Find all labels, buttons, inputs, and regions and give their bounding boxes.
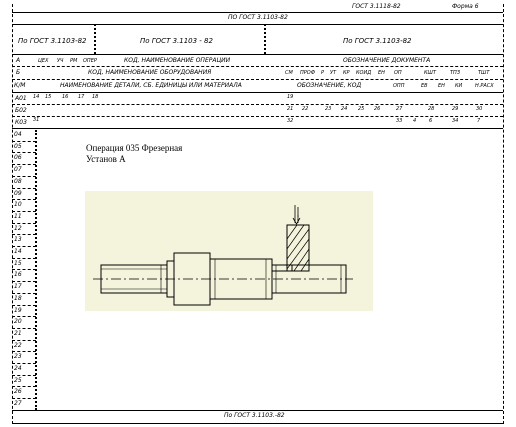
row-divider [12, 188, 36, 189]
row-divider [12, 375, 36, 376]
row-number: 09 [14, 189, 22, 197]
row-number: 16 [14, 271, 22, 279]
b02-num-27: 27 [396, 106, 403, 112]
row-number: 14 [14, 248, 22, 255]
row-divider [12, 211, 36, 212]
row-b-col-prof: ПРОФ [300, 70, 316, 76]
row-b-col-op: ОП [394, 70, 402, 76]
a01-num-18: 18 [92, 94, 99, 100]
row-divider [12, 363, 36, 364]
row-divider [12, 293, 36, 294]
row-number: 25 [14, 376, 22, 384]
row-divider [12, 258, 36, 259]
row-b-line [12, 79, 503, 80]
row-number: 27 [14, 400, 22, 408]
row-divider [12, 164, 36, 165]
k03-line [12, 128, 503, 129]
k03-num-6: 6 [429, 118, 433, 124]
setup-label: Установ А [86, 154, 126, 164]
row-number: 12 [14, 224, 22, 232]
footer-line [12, 410, 503, 411]
row-number: 20 [14, 318, 22, 326]
row-divider [12, 223, 36, 224]
row-a-line [12, 66, 503, 67]
row-number: 22 [14, 341, 22, 349]
row-b-col-ksht: КШТ [424, 70, 436, 76]
header-line-1 [12, 12, 503, 13]
b02-num-23: 23 [325, 106, 332, 112]
row-divider [12, 176, 36, 177]
left-frame-line [12, 4, 13, 424]
row-k-col-ki: КИ [455, 83, 463, 89]
row-k-part: НАИМЕНОВАНИЕ ДЕТАЛИ, СБ. ЕДИНИЦЫ ИЛИ МАТЕРИАЛА [60, 82, 242, 89]
row-divider [12, 386, 36, 387]
row-b-marker: Б [16, 69, 21, 76]
a01-label: А01 [15, 95, 27, 102]
row-divider [12, 281, 36, 282]
row-divider [12, 328, 36, 329]
top-title: ПО ГОСТ 3.1103-82 [228, 14, 288, 21]
row-number: 10 [14, 201, 22, 209]
b02-num-26: 26 [374, 106, 381, 112]
row-a-document: ОБОЗНАЧЕНИЕ ДОКУМЕНТА [343, 57, 431, 64]
k03-label: К03 [15, 119, 27, 126]
form-number: Форма 6 [452, 3, 479, 10]
row-a-operation-name: КОД, НАИМЕНОВАНИЕ ОПЕРАЦИИ [124, 57, 231, 64]
row-number: 07 [14, 166, 22, 174]
row-number: 19 [14, 306, 22, 314]
row-number: 06 [14, 154, 22, 162]
row-k-col-nrash: Н.РАСХ [475, 83, 494, 89]
b02-line [12, 116, 503, 117]
row-divider [12, 141, 36, 142]
row-divider [12, 316, 36, 317]
row-number: 15 [14, 259, 22, 267]
row-divider [12, 152, 36, 153]
row-k-marker: К/М [14, 82, 26, 89]
row-number: 13 [14, 236, 22, 244]
header-line-2 [12, 24, 503, 25]
row-divider [12, 234, 36, 235]
a01-num-16: 16 [62, 94, 69, 100]
row-number: 23 [14, 353, 22, 361]
b02-num-24: 24 [341, 106, 348, 112]
row-divider [12, 269, 36, 270]
header-box-divider-2 [264, 24, 266, 54]
header-box-divider-1 [94, 24, 96, 54]
header-right-box: По ГОСТ 3.1103-82 [343, 37, 412, 45]
a01-num-14: 14 [33, 94, 40, 100]
row-b-col-koid: КОИД [356, 70, 372, 76]
b02-num-21: 21 [287, 106, 294, 112]
b02-num-29: 29 [452, 106, 459, 112]
right-frame-line [503, 4, 504, 424]
k03-num-7: 7 [477, 118, 481, 124]
row-divider [12, 398, 36, 399]
header-line-3 [12, 54, 503, 55]
row-b-col-sm: СМ [285, 70, 293, 76]
row-number: 18 [14, 294, 22, 302]
row-k-line [12, 92, 503, 93]
k03-num-32: 32 [287, 118, 294, 124]
shaft-drawing [85, 191, 373, 311]
k03-num-31: 31 [33, 117, 40, 123]
k03-num-4: 4 [413, 118, 417, 124]
row-number: 17 [14, 283, 22, 291]
a01-line [12, 104, 503, 105]
row-b-col-ut: УТ [330, 70, 337, 76]
row-a-col-workplace: РМ [70, 58, 78, 64]
row-number: 26 [14, 388, 22, 396]
row-divider [12, 305, 36, 306]
footer-title: По ГОСТ 3.1103.-82 [224, 412, 285, 419]
part-sketch [85, 191, 373, 311]
row-b-col-kr: КР [343, 70, 350, 76]
b02-label: Б02 [15, 107, 27, 114]
b02-num-30: 30 [476, 106, 483, 112]
row-number: 21 [14, 329, 22, 337]
row-a-col-operation: ОПЕР [83, 58, 97, 64]
row-a-col-section: УЧ [57, 58, 64, 64]
row-k-col-ev: ЕВ [421, 83, 428, 89]
row-b-col-tsht: ТШТ [478, 70, 490, 76]
a01-num-19: 19 [287, 94, 294, 100]
gost-document-number: ГОСТ 3.1118-82 [352, 3, 401, 10]
row-k-col-opp: ОПП [393, 83, 405, 89]
row-divider [12, 199, 36, 200]
row-number: 11 [14, 212, 22, 220]
row-b-col-en: ЕН [378, 70, 385, 76]
header-mid-box: По ГОСТ 3.1103 - 82 [140, 37, 213, 45]
footer-bottom-line [12, 423, 503, 424]
row-number: 24 [14, 365, 22, 372]
row-k-designation: ОБОЗНАЧЕНИЕ, КОД [297, 82, 362, 89]
b02-num-22: 22 [302, 106, 309, 112]
row-number: 05 [14, 142, 22, 150]
row-divider [12, 340, 36, 341]
row-divider [12, 246, 36, 247]
row-b-col-r: Р [321, 70, 325, 76]
k03-num-33: 33 [396, 118, 403, 124]
row-a-col-shop: ЦЕХ [38, 58, 49, 64]
b02-num-25: 25 [358, 106, 365, 112]
row-divider [12, 351, 36, 352]
b02-num-28: 28 [428, 106, 435, 112]
a01-num-17: 17 [78, 94, 85, 100]
row-b-equipment: КОД, НАИМЕНОВАНИЕ ОБОРУДОВАНИЯ [88, 69, 212, 76]
row-a-marker: А [16, 57, 21, 64]
k03-num-34: 34 [452, 118, 459, 124]
row-number: 08 [14, 177, 22, 185]
operation-title: Операция 035 Фрезерная [86, 143, 183, 153]
a01-num-15: 15 [45, 94, 52, 100]
row-number: 04 [14, 131, 22, 138]
row-b-col-tpz: ТПЗ [450, 70, 461, 76]
row-k-col-en: ЕН [438, 83, 445, 89]
header-left-box: По ГОСТ 3.1103-82 [18, 37, 87, 45]
